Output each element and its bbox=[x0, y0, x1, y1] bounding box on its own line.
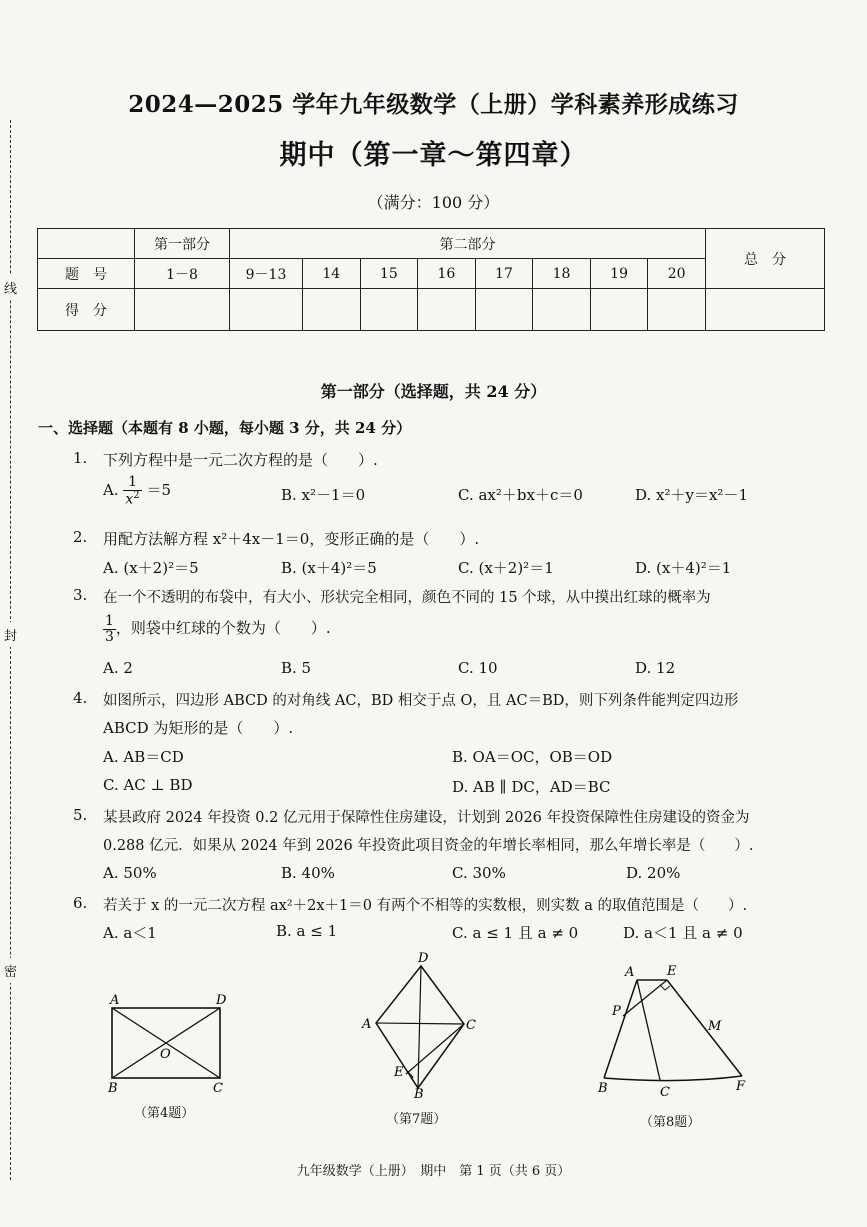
question-2-number: 2. bbox=[73, 528, 88, 546]
point-label: C bbox=[660, 1085, 670, 1100]
score-table-total: 总 分 bbox=[706, 229, 825, 289]
question-3-text-line2 bbox=[103, 614, 331, 644]
fraction-numerator: 1 bbox=[123, 475, 141, 491]
question-6-number: 6. bbox=[73, 894, 88, 912]
option-a-label: A. bbox=[103, 481, 119, 500]
point-label: P bbox=[612, 1004, 621, 1019]
page-footer: 九年级数学（上册） 期中 第 1 页（共 6 页） bbox=[296, 1164, 571, 1179]
diagonal-bd bbox=[418, 966, 421, 1088]
question-1-option-c: C. ax²＋bx＋c＝0 bbox=[458, 486, 583, 504]
question-2-text: 用配方法解方程 x²＋4x－1＝0，变形正确的是（ ）. bbox=[103, 530, 480, 548]
question-group-heading: 一、选择题（本题有 8 小题，每小题 3 分，共 24 分） bbox=[38, 419, 412, 437]
score-cell[interactable] bbox=[360, 289, 418, 331]
score-table-number-cell: 1－8 bbox=[135, 259, 230, 289]
question-3-option-c: C. 10 bbox=[458, 659, 498, 677]
score-table-number-cell: 9－13 bbox=[230, 259, 303, 289]
question-1-option-d: D. x²＋y＝x²－1 bbox=[635, 486, 748, 504]
question-1-text: 下列方程中是一元二次方程的是（ ）. bbox=[103, 451, 378, 469]
figure-8-diagram bbox=[590, 958, 760, 1100]
perpendicular-ce bbox=[406, 1024, 464, 1074]
question-5-option-c: C. 30% bbox=[452, 864, 506, 882]
question-6-option-c: C. a ≤ 1 且 a ≠ 0 bbox=[452, 924, 579, 942]
fraction-denominator: 3 bbox=[105, 628, 114, 645]
margin-label-line: 线 bbox=[4, 275, 17, 300]
question-1-option-a bbox=[103, 475, 171, 507]
score-cell[interactable] bbox=[303, 289, 361, 331]
score-table-number-cell: 20 bbox=[648, 259, 706, 289]
question-4-text-line1: 如图所示，四边形 ABCD 的对角线 AC，BD 相交于点 O，且 AC＝BD，则下列条件能判定四边形 bbox=[103, 693, 739, 709]
question-5-text-line2: 0.288 亿元．如果从 2024 年到 2026 年投资此项目资金的年增长率相同，那么年增长率是（ ）. bbox=[103, 838, 754, 854]
question-5-option-b: B. 40% bbox=[281, 864, 335, 882]
denominator-base: x bbox=[125, 491, 134, 508]
question-4-option-d: D. AB ∥ DC，AD＝BC bbox=[452, 778, 611, 796]
right-angle-mark bbox=[660, 985, 670, 990]
score-cell[interactable] bbox=[135, 289, 230, 331]
question-3-text-line1: 在一个不透明的布袋中，有大小、形状完全相同，颜色不同的 15 个球，从中摸出红球的概率为 bbox=[103, 590, 711, 606]
question-2-option-a: A. (x＋2)²＝5 bbox=[103, 559, 199, 577]
segment-ef bbox=[667, 980, 742, 1076]
option-a-rest: ＝5 bbox=[146, 481, 171, 500]
point-label: A bbox=[625, 965, 635, 980]
question-6-option-b: B. a ≤ 1 bbox=[276, 922, 338, 940]
full-score: （满分：100 分） bbox=[367, 193, 500, 212]
score-table-corner bbox=[38, 229, 135, 259]
question-3-number: 3. bbox=[73, 586, 88, 604]
point-label: B bbox=[108, 1081, 118, 1096]
score-table-number-cell: 14 bbox=[303, 259, 361, 289]
figure-4-caption: （第4题） bbox=[134, 1106, 195, 1121]
score-cell[interactable] bbox=[648, 289, 706, 331]
score-table-part2: 第二部分 bbox=[230, 229, 706, 259]
score-table-number-cell: 15 bbox=[360, 259, 418, 289]
score-cell-total[interactable] bbox=[706, 289, 825, 331]
figure-8-caption: （第8题） bbox=[640, 1115, 701, 1130]
score-table-number-cell: 16 bbox=[418, 259, 476, 289]
question-2-option-d: D. (x＋4)²＝1 bbox=[635, 559, 732, 577]
score-cell[interactable] bbox=[418, 289, 476, 331]
margin-label-secret: 密 bbox=[4, 958, 17, 983]
point-label: D bbox=[418, 951, 429, 966]
figure-7-caption: （第7题） bbox=[386, 1112, 447, 1127]
question-5-option-a: A. 50% bbox=[103, 864, 157, 882]
option-a-fraction bbox=[123, 475, 141, 507]
score-table-number-cell: 17 bbox=[475, 259, 533, 289]
question-3-option-b: B. 5 bbox=[281, 659, 312, 677]
question-4-option-a: A. AB＝CD bbox=[103, 748, 184, 766]
score-cell[interactable] bbox=[533, 289, 591, 331]
question-5-option-d: D. 20% bbox=[626, 864, 681, 882]
margin-label-seal: 封 bbox=[4, 622, 17, 647]
question-5-text-line1: 某县政府 2024 年投资 0.2 亿元用于保障性住房建设，计划到 2026 年投资保障性住房建设的资金为 bbox=[103, 810, 750, 826]
point-label: C bbox=[466, 1018, 476, 1033]
question-4-text-line2: ABCD 为矩形的是（ ）. bbox=[103, 719, 294, 737]
figure-4-rectangle bbox=[100, 990, 240, 1100]
question-1-number: 1. bbox=[73, 449, 88, 467]
arc-bf bbox=[604, 1076, 742, 1081]
score-cell[interactable] bbox=[590, 289, 648, 331]
score-table-number-cell: 18 bbox=[533, 259, 591, 289]
exam-title: 2024—2025 学年九年级数学（上册）学科素养形成练习 bbox=[128, 91, 739, 118]
point-label: E bbox=[394, 1065, 404, 1080]
point-label: C bbox=[213, 1081, 223, 1096]
point-label: A bbox=[362, 1017, 372, 1032]
score-table-score-label: 得 分 bbox=[38, 289, 135, 331]
point-label: B bbox=[414, 1087, 424, 1100]
question-3-option-a: A. 2 bbox=[103, 659, 133, 677]
score-table-number-label: 题 号 bbox=[38, 259, 135, 289]
question-2-option-c: C. (x＋2)²＝1 bbox=[458, 559, 554, 577]
question-3-fraction bbox=[103, 614, 116, 644]
question-6-text: 若关于 x 的一元二次方程 ax²＋2x＋1＝0 有两个不相等的实数根，则实数 a 的取值范围是（ ）. bbox=[103, 898, 748, 914]
fraction-numerator: 1 bbox=[105, 613, 114, 629]
score-cell[interactable] bbox=[475, 289, 533, 331]
point-label: B bbox=[598, 1081, 608, 1096]
section-title: 第一部分（选择题，共 24 分） bbox=[320, 382, 547, 401]
question-4-option-c: C. AC ⊥ BD bbox=[103, 776, 193, 794]
question-1-option-b: B. x²－1＝0 bbox=[281, 486, 366, 504]
score-cell[interactable] bbox=[230, 289, 303, 331]
question-2-option-b: B. (x＋4)²＝5 bbox=[281, 559, 377, 577]
question-6-option-a: A. a＜1 bbox=[103, 924, 157, 942]
question-4-option-b: B. OA＝OC，OB＝OD bbox=[452, 748, 613, 766]
score-table-part1: 第一部分 bbox=[135, 229, 230, 259]
question-5-number: 5. bbox=[73, 806, 88, 824]
point-label: E bbox=[667, 964, 677, 979]
figure-7-rhombus bbox=[356, 948, 486, 1100]
fraction-denominator bbox=[123, 491, 141, 507]
score-table-number-cell: 19 bbox=[590, 259, 648, 289]
question-4-number: 4. bbox=[73, 689, 88, 707]
question-6-option-d: D. a＜1 且 a ≠ 0 bbox=[623, 924, 743, 942]
point-label: F bbox=[736, 1079, 746, 1094]
point-label: O bbox=[160, 1047, 171, 1062]
segment-ab bbox=[604, 980, 637, 1078]
point-label: A bbox=[110, 993, 120, 1008]
exam-subtitle: 期中（第一章～第四章） bbox=[279, 140, 588, 171]
score-table bbox=[37, 228, 825, 331]
point-label: M bbox=[708, 1019, 722, 1034]
question-3-option-d: D. 12 bbox=[635, 659, 676, 677]
denominator-exponent: 2 bbox=[133, 489, 140, 501]
question-3-text-rest: ，则袋中红球的个数为（ ）. bbox=[115, 619, 331, 638]
point-label: D bbox=[216, 993, 227, 1008]
